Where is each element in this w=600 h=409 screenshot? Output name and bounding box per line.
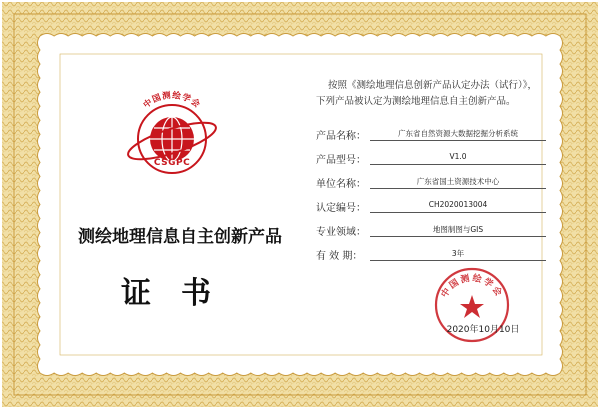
field-label: 单位名称：: [316, 179, 366, 190]
field-value: 3年: [451, 249, 465, 258]
field-value: 广东省国土资源技术中心: [416, 177, 500, 186]
intro-line-1: 按照《测绘地理信息创新产品认定办法（试行）》，: [328, 80, 538, 91]
field-underline: [370, 140, 546, 141]
star-icon: [460, 295, 484, 318]
certificate-word: 证书: [121, 276, 241, 311]
field-cert-number: [316, 198, 546, 216]
field-label: 有 效 期：: [316, 251, 363, 262]
field-label: 认定编号：: [316, 203, 366, 214]
intro-line-2: 下列产品被认定为测绘地理信息自主创新产品。: [316, 96, 516, 107]
svg-text:中国测绘学会: [141, 90, 203, 111]
field-product-name: [316, 126, 546, 144]
field-underline: [370, 164, 546, 165]
field-value: CH2020013004: [428, 200, 488, 209]
field-underline: [370, 188, 546, 189]
logo-arc-text: 中国测绘学会: [141, 90, 203, 111]
field-value: V1.0: [449, 152, 467, 161]
field-underline: [370, 212, 546, 213]
field-underline: [370, 260, 546, 261]
intro-text: [316, 78, 566, 110]
field-underline: [370, 236, 546, 237]
logo-caption: CSGPC: [153, 158, 191, 168]
field-product-model: [316, 150, 546, 168]
seal-text: 中国测绘学会: [439, 273, 505, 300]
field-validity: [316, 246, 546, 264]
field-domain: [316, 222, 546, 240]
csgpc-logo: [113, 83, 231, 201]
field-value: 广东省自然资源大数据挖掘分析系统: [398, 129, 518, 138]
field-label: 专业领域：: [316, 227, 366, 238]
certificate-title: 测绘地理信息自主创新产品: [78, 227, 282, 247]
field-label: 产品名称：: [316, 131, 366, 142]
field-value: 地图制图与GIS: [432, 225, 484, 234]
issue-date: 2020年10月10日: [446, 325, 520, 335]
field-unit-name: [316, 174, 546, 192]
field-label: 产品型号：: [316, 155, 366, 166]
